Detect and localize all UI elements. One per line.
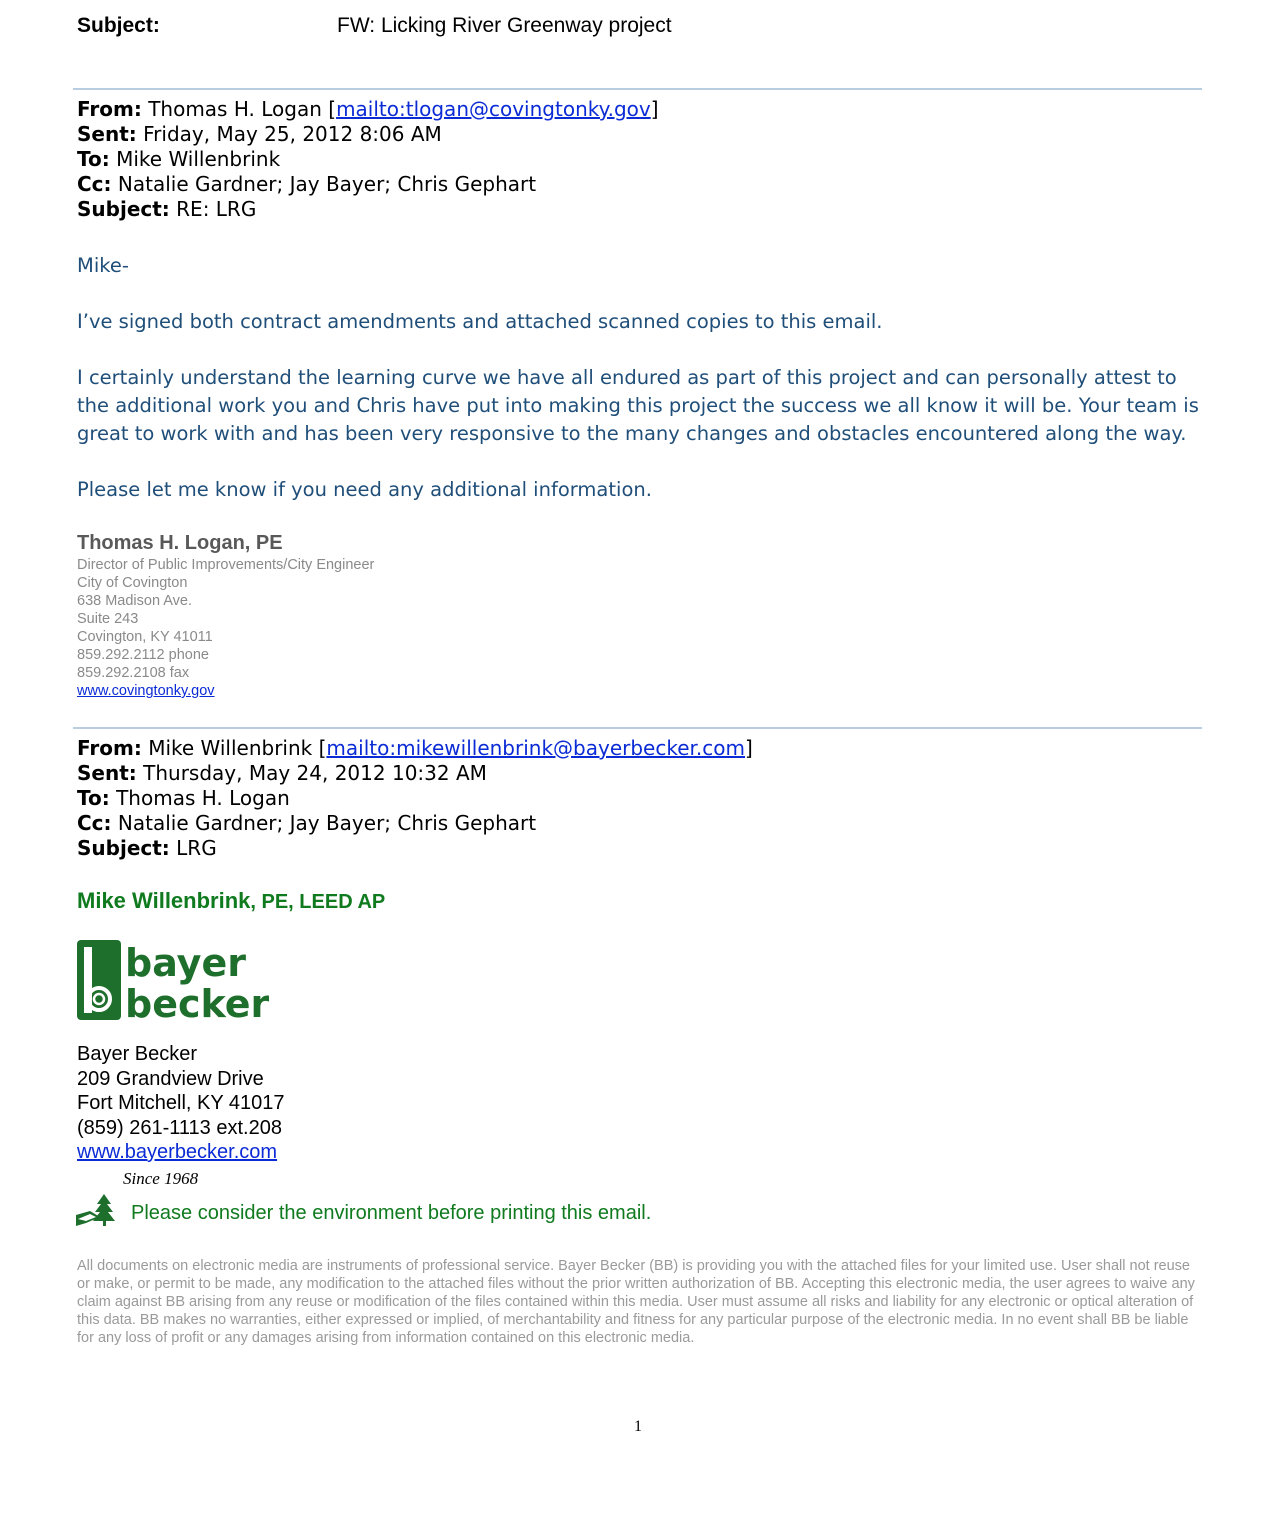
signature-fax: 859.292.2108 fax (77, 665, 190, 681)
email-paragraph-2: I certainly understand the learning curve we have all endured as part of this project and can personally attest to the additional work you and Chris have put into making this project the success we all know it will be. Your team is great to work with and has been very responsive to the many changes and obstacles encountered along the way. (77, 366, 1199, 445)
cc-row: Cc: Natalie Gardner; Jay Bayer; Chris Gephart (77, 811, 537, 835)
tree-icon (76, 1193, 116, 1229)
signature-phone: 859.292.2112 phone (77, 647, 209, 663)
from-email-link[interactable]: mailto:tlogan@covingtonky.gov (336, 97, 651, 121)
separator-rule (73, 727, 1202, 729)
to-row: To: Mike Willenbrink (77, 147, 281, 171)
signature-block (77, 556, 374, 700)
signature-suite: Suite 243 (77, 611, 139, 627)
signature-org: City of Covington (77, 575, 188, 591)
email1-header (77, 97, 659, 222)
company-phone: (859) 261-1113 ext.208 (77, 1116, 282, 1139)
page-number: 1 (634, 1418, 642, 1435)
to-row: To: Thomas H. Logan (77, 786, 290, 810)
company-name: Bayer Becker (77, 1043, 198, 1065)
subject-value: FW: Licking River Greenway project (337, 14, 672, 37)
legal-disclaimer: All documents on electronic media are instruments of professional service. Bayer Becker (BB) is providing you with the attached files for your limited use. User shall not reuse or make, or permit to be made, any modification to the attached files without the prior written authorization of BB. Accepting this electronic media, the user agrees to waive any claim against BB arising from any reuse or modification of the files contained within this media. User must assume all risks and liability for any electronic or optical alteration of this data. BB makes no warranties, either expressed or implied, of merchantability and fitness for any particular purpose of the electronic media. In no event shall BB be liable for any loss of profit or any damages arising from information contained on this electronic media. (77, 1258, 1195, 1346)
document-subject (77, 14, 672, 38)
sent-row: Sent: Friday, May 25, 2012 8:06 AM (77, 122, 442, 146)
bayer-becker-logo (77, 939, 269, 1021)
signature-city: Covington, KY 41011 (77, 629, 213, 645)
email-paragraph-1: I’ve signed both contract amendments and attached scanned copies to this email. (77, 310, 883, 333)
signature-website-link[interactable]: www.covingtonky.gov (77, 683, 215, 699)
sender-name: Mike Willenbrink, PE, LEED AP (77, 888, 386, 913)
environment-note: Please consider the environment before printing this email. (131, 1202, 652, 1224)
logo-text-bayer: bayer (125, 941, 246, 985)
from-row: From: Thomas H. Logan [mailto:tlogan@covingtonky.gov] (77, 97, 659, 121)
email-paragraph-3: Please let me know if you need any additional information. (77, 478, 652, 501)
signature-name: Thomas H. Logan, PE (77, 532, 283, 554)
since-tagline: Since 1968 (123, 1169, 199, 1188)
company-city: Fort Mitchell, KY 41017 (77, 1092, 285, 1114)
subject-label: Subject: (77, 14, 160, 37)
subject-row: Subject: RE: LRG (77, 197, 257, 221)
company-street: 209 Grandview Drive (77, 1067, 264, 1090)
email2-header (77, 736, 753, 861)
signature-street: 638 Madison Ave. (77, 593, 193, 609)
company-address (77, 1042, 285, 1165)
sent-row: Sent: Thursday, May 24, 2012 10:32 AM (77, 761, 487, 785)
signature-title: Director of Public Improvements/City Engineer (77, 557, 375, 573)
logo-text-becker: becker (125, 982, 269, 1021)
email-greeting: Mike- (77, 254, 129, 277)
company-website-link[interactable]: www.bayerbecker.com (77, 1141, 278, 1163)
from-row: From: Mike Willenbrink [mailto:mikewillenbrink@bayerbecker.com] (77, 736, 753, 760)
cc-row: Cc: Natalie Gardner; Jay Bayer; Chris Gephart (77, 172, 537, 196)
separator-rule (73, 88, 1202, 90)
from-email-link[interactable]: mailto:mikewillenbrink@bayerbecker.com (326, 736, 745, 760)
subject-row: Subject: LRG (77, 836, 217, 860)
